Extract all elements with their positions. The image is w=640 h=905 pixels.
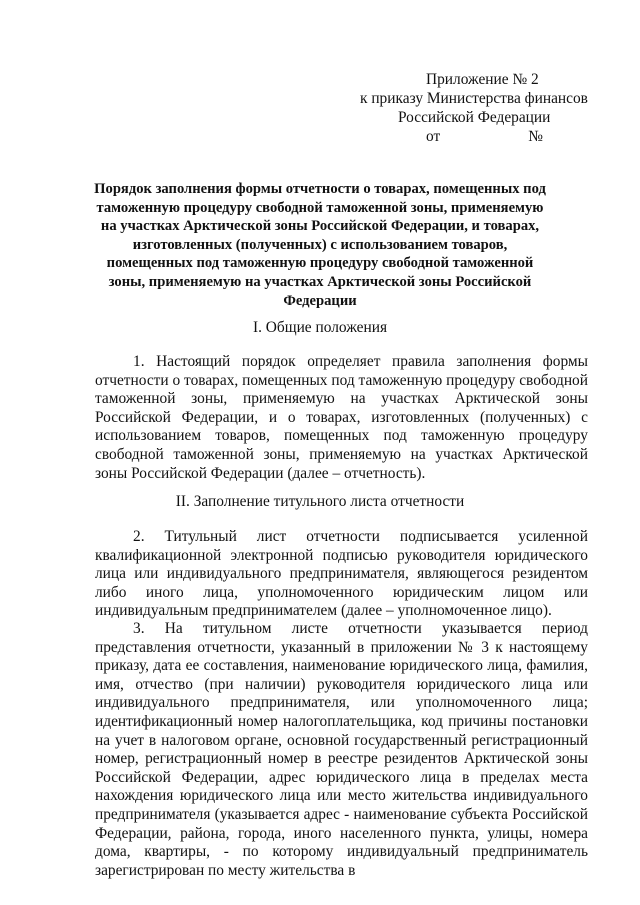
paragraph-1: 1. Настоящий порядок определяет правила заполнения формы отчетности о товарах, помещенных под таможенную процедуру свободной таможенной зоны, применяемую на участках Арктической зоны Российской Федерации, и о товарах, изготовленных (полученных) с использованием товаров, помещенных под таможенную процедуру свободной таможенной зоны, применяемую на участках Арктической зоны Российской Федерации (далее – отчетность).: [95, 353, 588, 482]
document-title: Порядок заполнения формы отчетности о товарах, помещенных под таможенную процедуру свободной таможенной зоны, применяемую на участках Арктической зоны Российской Федерации, и товарах, изготовленных (полученных) с использованием товаров, помещенных под таможенную процедуру свободной таможенной зоны, применяемую на участках Арктической зоны Российской Федерации: [94, 181, 546, 309]
paragraph-3: 3. На титульном листе отчетности указывается период представления отчетности, указанный в приложении № 3 к настоящему приказу, дата ее составления, наименование юридического лица, фамилия, имя, отчество (при наличии) руководителя юридического лица или индивидуального предпринимателя, или уполномоченного лица; идентификационный номер налогоплательщика, код причины постановки на учет в налоговом органе, основной государственный регистрационный номер, регистрационный номер в реестре резидентов Арктической зоны Российской Федерации, адрес юридического лица в пределах места нахождения юридического лица или место жительства индивидуального предпринимателя (указывается адрес - наименование субъекта Российской Федерации, района, города, иного населенного пункта, улицы, номера дома, квартиры, - по которому индивидуальный предприниматель зарегистрирован по месту жительства в: [95, 620, 588, 879]
appendix-header: [360, 70, 600, 146]
number-label: №: [528, 128, 543, 145]
appendix-number: Приложение № 2: [426, 71, 539, 88]
paragraph-2: 2. Титульный лист отчетности подписывается усиленной квалификационной электронной подписью руководителя юридического лица или индивидуального предпринимателя, являющегося резидентом либо иного лица, уполномоченного юридическим лицом или индивидуальным предпринимателем (далее – уполномоченное лицо).: [95, 528, 588, 620]
section-heading-title-sheet: II. Заполнение титульного листа отчетности: [175, 493, 465, 510]
appendix-date-number-line: [360, 127, 600, 146]
appendix-country: Российской Федерации: [398, 109, 551, 126]
appendix-order-reference: к приказу Министерства финансов: [360, 90, 588, 107]
section-heading-general: I. Общие положения: [252, 319, 388, 336]
date-label: от: [426, 128, 441, 145]
